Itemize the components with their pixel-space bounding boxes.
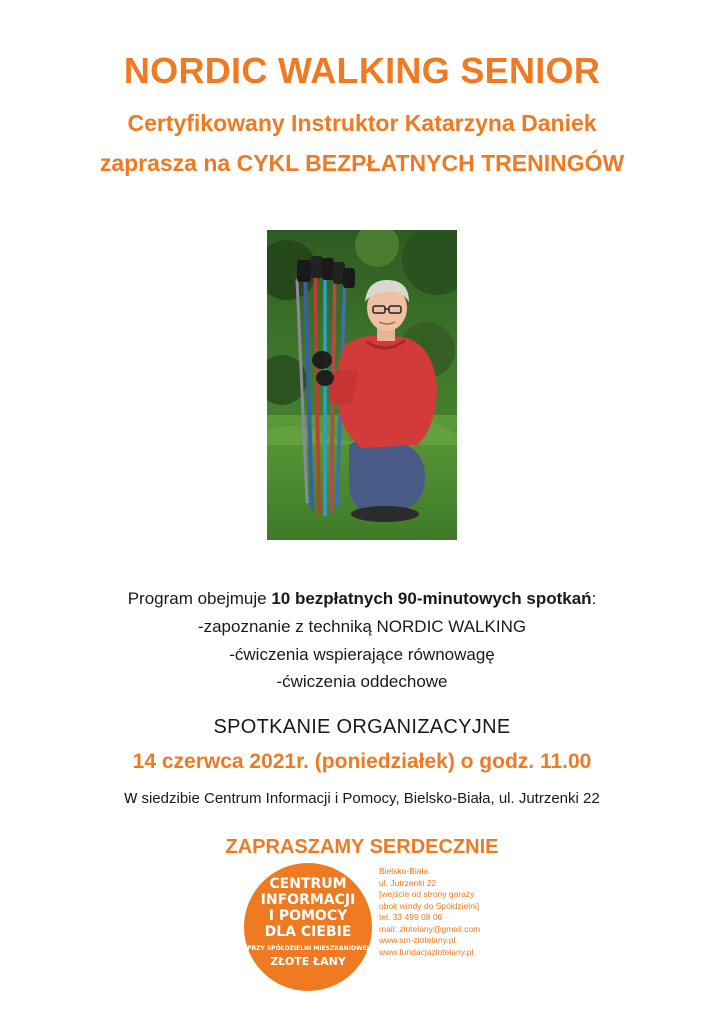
contact-line: ul. Jutrzenki 22 — [379, 877, 437, 888]
contact-website: www.fundacjazlotelany.pl — [379, 946, 474, 957]
contact-email: mail: zlotelany@gmail.com — [379, 923, 481, 934]
contact-website: www.sm-zlotelany.pl — [379, 935, 456, 945]
program-intro — [0, 589, 724, 609]
organization-logo — [244, 863, 372, 991]
meeting-date: 14 czerwca 2021r. (poniedziałek) o godz. 11.00 — [132, 750, 592, 773]
instructor-photo — [267, 230, 457, 540]
venue-w: w — [124, 787, 138, 807]
program-item: -ćwiczenia oddechowe — [276, 672, 448, 691]
logo-line: I POMOCY — [268, 908, 348, 924]
program-item: -zapoznanie z techniką NORDIC WALKING — [197, 617, 527, 636]
program-item: -ćwiczenia wspierające równowagę — [229, 645, 495, 664]
contact-block — [379, 866, 579, 958]
venue-address: siedzibie Centrum Informacji i Pomocy, Bielsko-Biała, ul. Jutrzenki 22 — [137, 790, 600, 807]
meeting-venue — [0, 787, 724, 808]
contact-line: Bielsko-Biała — [379, 866, 429, 876]
invite-heading: ZAPRASZAMY SERDECZNIE — [225, 836, 499, 858]
invitation-line: zaprasza na CYKL BEZPŁATNYCH TRENINGÓW — [99, 150, 625, 176]
poster-title: NORDIC WALKING SENIOR — [123, 50, 601, 91]
contact-line: obok windy do Spółdzielni] — [379, 900, 480, 911]
logo-line: DLA CIEBIE — [264, 924, 352, 940]
program-sessions: 10 bezpłatnych 90-minutowych spotkań — [271, 589, 592, 608]
contact-phone: tel. 33 499 08 06 — [379, 912, 443, 922]
logo-brand: ZŁOTE ŁANY — [270, 955, 346, 968]
logo-line: CENTRUM — [269, 876, 347, 892]
logo-line: INFORMACJI — [260, 892, 356, 908]
contact-line: [wejście od strony garaży — [379, 889, 475, 899]
instructor-line: Certyfikowany Instruktor Katarzyna Daniek — [127, 110, 597, 136]
program-intro-suffix: : — [591, 589, 597, 608]
logo-small-text: PRZY SPÓŁDZIELNI MIESZKANIOWEJ — [247, 945, 369, 952]
program-intro-prefix: Program obejmuje — [127, 589, 272, 608]
meeting-heading: SPOTKANIE ORGANIZACYJNE — [213, 716, 511, 738]
